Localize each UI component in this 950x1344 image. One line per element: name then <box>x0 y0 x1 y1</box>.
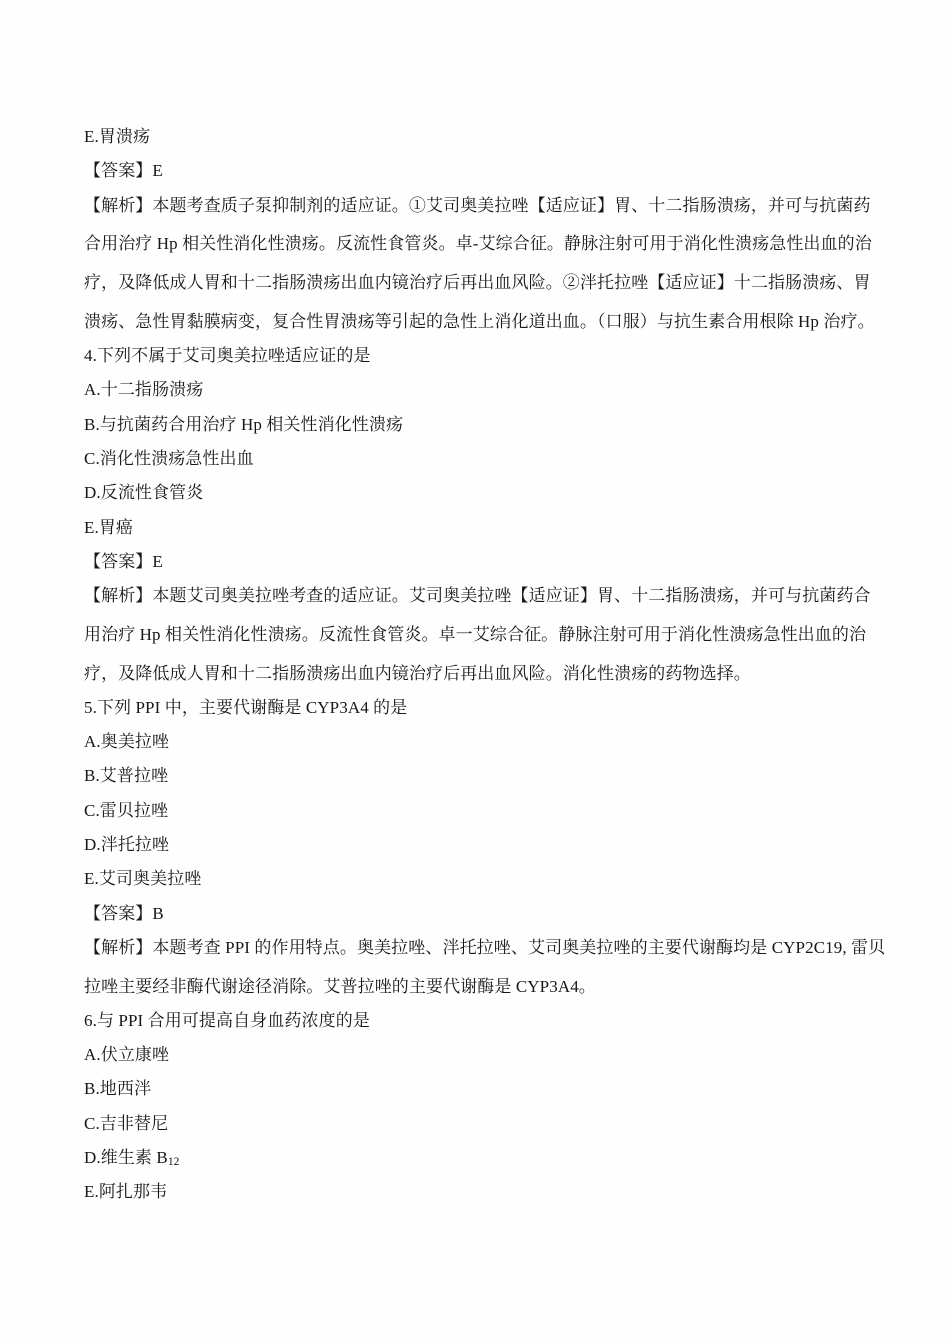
explanation-line: 拉唑主要经非酶代谢途径消除。艾普拉唑的主要代谢酶是 CYP3A4。 <box>84 977 596 996</box>
question-line: 5.下列 PPI 中，主要代谢酶是 CYP3A4 的是 <box>84 698 408 717</box>
question-line: 6.与 PPI 合用可提高自身血药浓度的是 <box>84 1011 370 1030</box>
explanation-line: 【解析】本题艾司奥美拉唑考查的适应证。艾司奥美拉唑【适应证】胃、十二指肠溃疡，并可与抗菌药合 <box>84 586 871 605</box>
explanation-line: 疗，及降低成人胃和十二指肠溃疡出血内镜治疗后再出血风险。消化性溃疡的药物选择。 <box>84 664 751 683</box>
option-line: B.与抗菌药合用治疗 Hp 相关性消化性溃疡 <box>84 415 404 434</box>
option-line: E.阿扎那韦 <box>84 1182 168 1201</box>
option-line: C.吉非替尼 <box>84 1114 169 1133</box>
answer-line: 【答案】E <box>84 552 163 571</box>
option-line: C.雷贝拉唑 <box>84 801 169 820</box>
option-line: E.胃癌 <box>84 518 134 537</box>
option-text: D.维生素 B <box>84 1148 168 1167</box>
answer-line: 【答案】E <box>84 161 163 180</box>
option-line: E.胃溃疡 <box>84 127 151 146</box>
option-line: B.地西泮 <box>84 1079 152 1098</box>
option-line <box>84 1147 180 1169</box>
option-line: A.十二指肠溃疡 <box>84 380 204 399</box>
option-line: A.奥美拉唑 <box>84 732 170 751</box>
explanation-line: 疗，及降低成人胃和十二指肠溃疡出血内镜治疗后再出血风险。②泮托拉唑【适应证】十二指肠溃疡、胃 <box>84 273 871 292</box>
option-line: D.泮托拉唑 <box>84 835 170 854</box>
explanation-line: 用治疗 Hp 相关性消化性溃疡。反流性食管炎。卓一艾综合征。静脉注射可用于消化性溃疡急性出血的治 <box>84 625 867 644</box>
explanation-line: 合用治疗 Hp 相关性消化性溃疡。反流性食管炎。卓-艾综合征。静脉注射可用于消化性溃疡急性出血的治 <box>84 234 872 253</box>
option-line: B.艾普拉唑 <box>84 766 169 785</box>
explanation-line: 【解析】本题考查 PPI 的作用特点。奥美拉唑、泮托拉唑、艾司奥美拉唑的主要代谢酶均是 CYP2C19, 雷贝 <box>84 938 886 957</box>
explanation-line: 【解析】本题考查质子泵抑制剂的适应证。①艾司奥美拉唑【适应证】胃、十二指肠溃疡，并可与抗菌药 <box>84 196 871 215</box>
option-line: A.伏立康唑 <box>84 1045 170 1064</box>
option-line: D.反流性食管炎 <box>84 483 204 502</box>
option-line: C.消化性溃疡急性出血 <box>84 449 254 468</box>
question-line: 4.下列不属于艾司奥美拉唑适应证的是 <box>84 346 371 365</box>
subscript-text: 12 <box>167 1156 180 1168</box>
answer-line: 【答案】B <box>84 904 164 923</box>
option-line: E.艾司奥美拉唑 <box>84 869 202 888</box>
explanation-line: 溃疡、急性胃黏膜病变，复合性胃溃疡等引起的急性上消化道出血。（口服）与抗生素合用根除 Hp 治疗。 <box>84 312 875 331</box>
